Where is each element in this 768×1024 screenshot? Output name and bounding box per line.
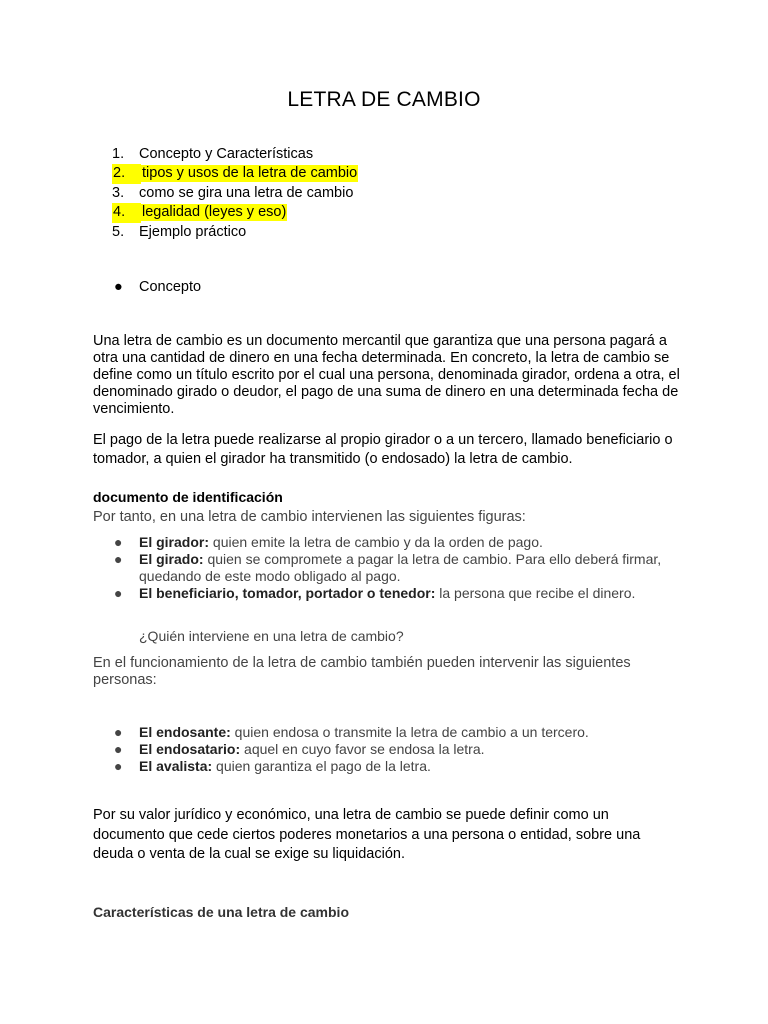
outline-item: 5. Ejemplo práctico bbox=[112, 223, 247, 240]
paragraph: En el funcionamiento de la letra de cambio también pueden intervenir las siguientes personas: bbox=[93, 655, 631, 688]
list-item: ● El girado: quien se compromete a pagar la letra de cambio. Para ello deberá firmar, quedando de este modo obligado al pago. bbox=[114, 551, 662, 584]
bullet-icon: ● bbox=[114, 724, 123, 740]
list-item: ● El girador: quien emite la letra de cambio y da la orden de pago. bbox=[114, 534, 543, 550]
bullet-icon: ● bbox=[114, 741, 123, 757]
bullet-icon: ● bbox=[114, 758, 123, 774]
document-title: LETRA DE CAMBIO bbox=[287, 88, 481, 111]
concept-bullet: ● Concepto bbox=[114, 279, 202, 295]
list-item: ● El endosatario: aquel en cuyo favor se endosa la letra. bbox=[114, 741, 485, 757]
question-text: ¿Quién interviene en una letra de cambio? bbox=[139, 628, 404, 644]
list-item: ● El endosante: quien endosa o transmite la letra de cambio a un tercero. bbox=[114, 724, 589, 740]
bullet-icon: ● bbox=[114, 534, 123, 550]
outline-item: 3. como se gira una letra de cambio bbox=[112, 184, 354, 201]
paragraph: Una letra de cambio es un documento mercantil que garantiza que una persona pagará a otra una cantidad de dinero en una fecha determinada. En concreto, la letra de cambio se define como un título escrito por el cual una persona, denominada girador, ordena a otra, el denominado girado o deudor, el pago de una suma de dinero en una determinada fecha de vencimiento. bbox=[93, 333, 680, 417]
paragraph: Por tanto, en una letra de cambio intervienen las siguientes figuras: bbox=[93, 509, 526, 525]
list-item: ● El beneficiario, tomador, portador o tenedor: la persona que recibe el dinero. bbox=[114, 585, 636, 601]
subheading: documento de identificación bbox=[93, 489, 283, 505]
bullet-icon: ● bbox=[114, 585, 123, 601]
highlighted-text: tipos y usos de la letra de cambio bbox=[142, 165, 358, 182]
paragraph: Por su valor jurídico y económico, una letra de cambio se puede definir como un documento que cede ciertos poderes monetarios a una persona o entidad, sobre una deuda o venta de la cual se exige su liquidación. bbox=[93, 807, 641, 862]
outline-list bbox=[112, 145, 358, 242]
list-item: ● El avalista: quien garantiza el pago de la letra. bbox=[114, 758, 431, 774]
outline-item: 4. legalidad (leyes y eso) bbox=[112, 203, 358, 222]
highlighted-text: legalidad (leyes y eso) bbox=[142, 204, 287, 221]
figures-list bbox=[114, 534, 684, 602]
others-list bbox=[114, 724, 684, 775]
outline-item: 2. tipos y usos de la letra de cambio bbox=[112, 164, 358, 183]
paragraph: El pago de la letra puede realizarse al propio girador o a un tercero, llamado beneficiario o tomador, a quien el girador ha transmitido (o endosado) la letra de cambio. bbox=[93, 432, 673, 467]
bullet-icon: ● bbox=[114, 551, 123, 567]
bullet-icon: ● bbox=[114, 279, 123, 295]
outline-item: 1. Concepto y Características bbox=[112, 146, 314, 162]
subheading: Características de una letra de cambio bbox=[93, 904, 349, 920]
